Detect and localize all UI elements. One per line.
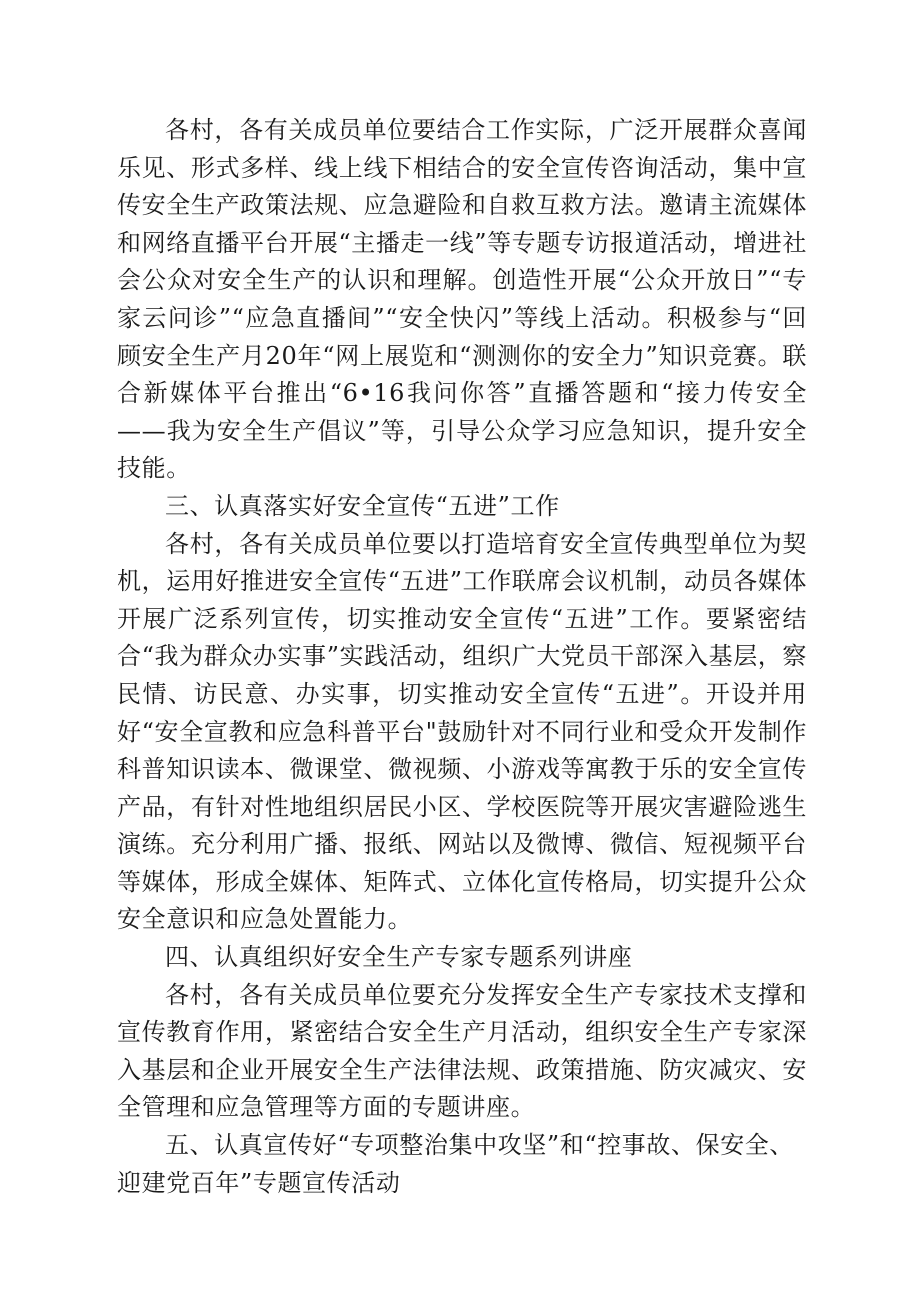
section-heading-three: 三、认真落实好安全宣传“五进”工作 (165, 491, 560, 520)
paragraph-five-entries: 各村，各有关成员单位要以打造培育安全宣传典型单位为契机，运用好推进安全宣传“五进”工作联席会议机制，动员各媒体开展广泛系列宣传，切实推动安全宣传“五进”工作。要紧密结合“我为群众办实事”实践活动，组织广大党员干部深入基层，察民情、访民意、办实事，切实推动安全宣传“五进”。开设并用好“安全宣教和应急科普平台"鼓励针对不同行业和受众开发制作科普知识读本、微课堂、微视频、小游戏等寓教于乐的安全宣传产品，有针对性地组织居民小区、学校医院等开展灾害避险逃生演练。充分利用广播、报纸、网站以及微博、微信、短视频平台等媒体，形成全媒体、矩阵式、立体化宣传格局，切实提升公众安全意识和应急处置能力。 (117, 529, 807, 934)
paragraph-publicity-activities: 各村，各有关成员单位要结合工作实际，广泛开展群众喜闻乐见、形式多样、线上线下相结合的安全宣传咨询活动，集中宣传安全生产政策法规、应急避险和自救互救方法。邀请主流媒体和网络直播平台开展“主播走一线”等专题专访报道活动，增进社会公众对安全生产的认识和理解。创造性开展“公众开放日”“专家云问诊”“应急直播间”“安全快闪”等线上活动。积极参与“回顾安全生产月20年“网上展览和“测测你的安全力”知识竞赛。联合新媒体平台推出“6•16我问你答”直播答题和“接力传安全——我为安全生产倡议”等，引导公众学习应急知识，提升安全技能。 (117, 116, 807, 483)
paragraph-expert-lectures: 各村，各有关成员单位要充分发挥安全生产专家技术支撑和宣传教育作用，紧密结合安全生产月活动，组织安全生产专家深入基层和企业开展安全生产法律法规、政策措施、防灾减灾、安全管理和应急管理等方面的专题讲座。 (117, 980, 807, 1122)
section-heading-five: 五、认真宣传好“专项整治集中攻坚”和“控事故、保安全、迎建党百年”专题宣传活动 (117, 1131, 795, 1197)
section-heading-four: 四、认真组织好安全生产专家专题系列讲座 (165, 943, 633, 972)
document-body (117, 112, 807, 1202)
